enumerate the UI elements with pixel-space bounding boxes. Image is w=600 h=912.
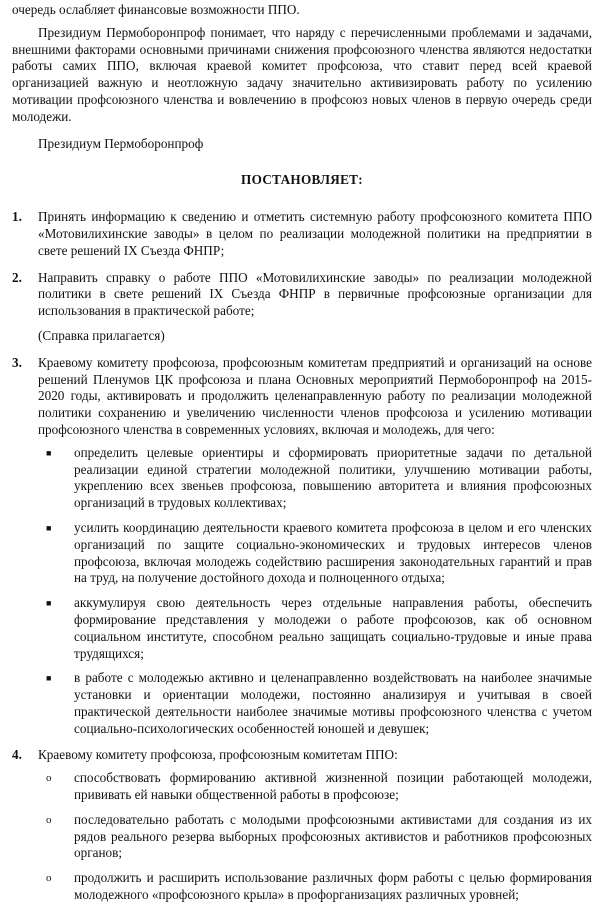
top-line: очередь ослабляет финансовые возможности ППО.: [12, 2, 300, 17]
resolution-item-1: [12, 209, 592, 259]
circle-bullet-icon: o: [46, 772, 52, 785]
attachment-note: (Справка прилагается): [38, 327, 165, 343]
square-bullet-icon: ■: [46, 598, 52, 609]
item-number: 1.: [12, 209, 22, 225]
bullet-list: [38, 445, 592, 738]
resolution-item-4: [12, 747, 592, 911]
list-item: ■ определить целевые ориентиры и сформировать приоритетные задачи по детальной реализации единой стратегии молодежной политики, улучшению мотивации работы, укреплению всех звеньев профсоюза, повышению авторитета и влияния профсоюзных организаций в трудовых коллективах;: [38, 445, 592, 512]
item-number: 3.: [12, 354, 22, 370]
item-number: 4.: [12, 747, 22, 763]
square-bullet-icon: ■: [46, 522, 52, 533]
square-bullet-icon: ■: [46, 673, 52, 684]
item-text-block: [38, 355, 592, 746]
list-item: ■ аккумулируя свою деятельность через отдельные направления работы, обеспечить формирование представления у молодежи о работе профсоюзов, как об основном социальном институте, способном реально защищать социально-трудовые и иные права трудящихся;: [38, 595, 592, 662]
bullet-list: [38, 770, 592, 904]
list-item: o последовательно работать с молодыми профсоюзными активистами для создания из их рядов реального резерва выборных профсоюзных активистов и работников профсоюзных органов;: [38, 812, 592, 862]
square-bullet-icon: ■: [46, 447, 52, 458]
paragraph-presidium-understands: Президиум Пермоборонпроф понимает, что наряду с перечисленными проблемами и задачами, внешними факторами основными причинами снижения профсоюзного членства являются недостатки работы самих ППО, включая краевой комитет профсоюза, что ставит перед всей краевой организацией важную и неотложную задачу значительно активизировать работу по усилению мотивации профсоюзного членства и вовлечению в профсоюз новых членов в первую очередь среди молодежи.: [12, 24, 592, 124]
list-item: ■ в работе с молодежью активно и целенаправленно воздействовать на наиболее значимые установки и ориентации молодежи, постоянно анализируя и учитывая в своей практической деятельности наиболее значимые мотивы профсоюзного членства с учетом социально-психологических особенностей юношей и девушек;: [38, 670, 592, 737]
item-text: Направить справку о работе ППО «Мотовилихинские заводы» по реализации молодежной политики в свете решений IX Съезда ФНПР в первичные профсоюзные организации для использования в практической работе;: [38, 269, 592, 319]
list-item: o способствовать формированию активной жизненной позиции работающей молодежи, прививать ей навыки общественной работы в профсоюзе;: [38, 770, 592, 804]
item-text-block: [38, 747, 592, 911]
item-text: Краевому комитету профсоюза, профсоюзным комитетам ППО:: [38, 747, 398, 763]
circle-bullet-icon: o: [46, 813, 52, 826]
list-item: o продолжить и расширить использование различных форм работы с целью формирования молодежного «профсоюзного крыла» в профорганизациях различных уровней;: [38, 870, 592, 904]
paragraph-presidium: Президиум Пермоборонпроф: [38, 135, 204, 151]
resolution-item-3: [12, 355, 592, 746]
circle-bullet-icon: o: [46, 872, 52, 885]
item-number: 2.: [12, 269, 22, 285]
item-text: Краевому комитету профсоюза, профсоюзным комитетам предприятий и организаций на основе решений Пленумов ЦК профсоюза и плана Основных мероприятий Пермоборонпроф на 2015-2020 годы, активировать и продолжить целенаправленную работу по реализации молодежной политики сохранению и увеличению численности членов профсоюза и усилению мотивации профсоюзного членства в современных условиях, включая и молодежь, для чего:: [38, 354, 592, 437]
list-item: ■ усилить координацию деятельности краевого комитета профсоюза в целом и его членских организаций по защите социально-экономических и трудовых интересов членов профсоюза, включая молодежь содействию расширения законодательных гарантий и прав на труд, на получение достойного дохода и полноценного отдыха;: [38, 520, 592, 587]
resolution-heading: ПОСТАНОВЛЯЕТ:: [241, 172, 363, 188]
resolution-item-2: [12, 270, 592, 320]
item-text: Принять информацию к сведению и отметить системную работу профсоюзного комитета ППО «Мотовилихинские заводы» в целом по реализации молодежной политики на предприятии в свете решений IX Съезда ФНПР;: [38, 209, 592, 258]
